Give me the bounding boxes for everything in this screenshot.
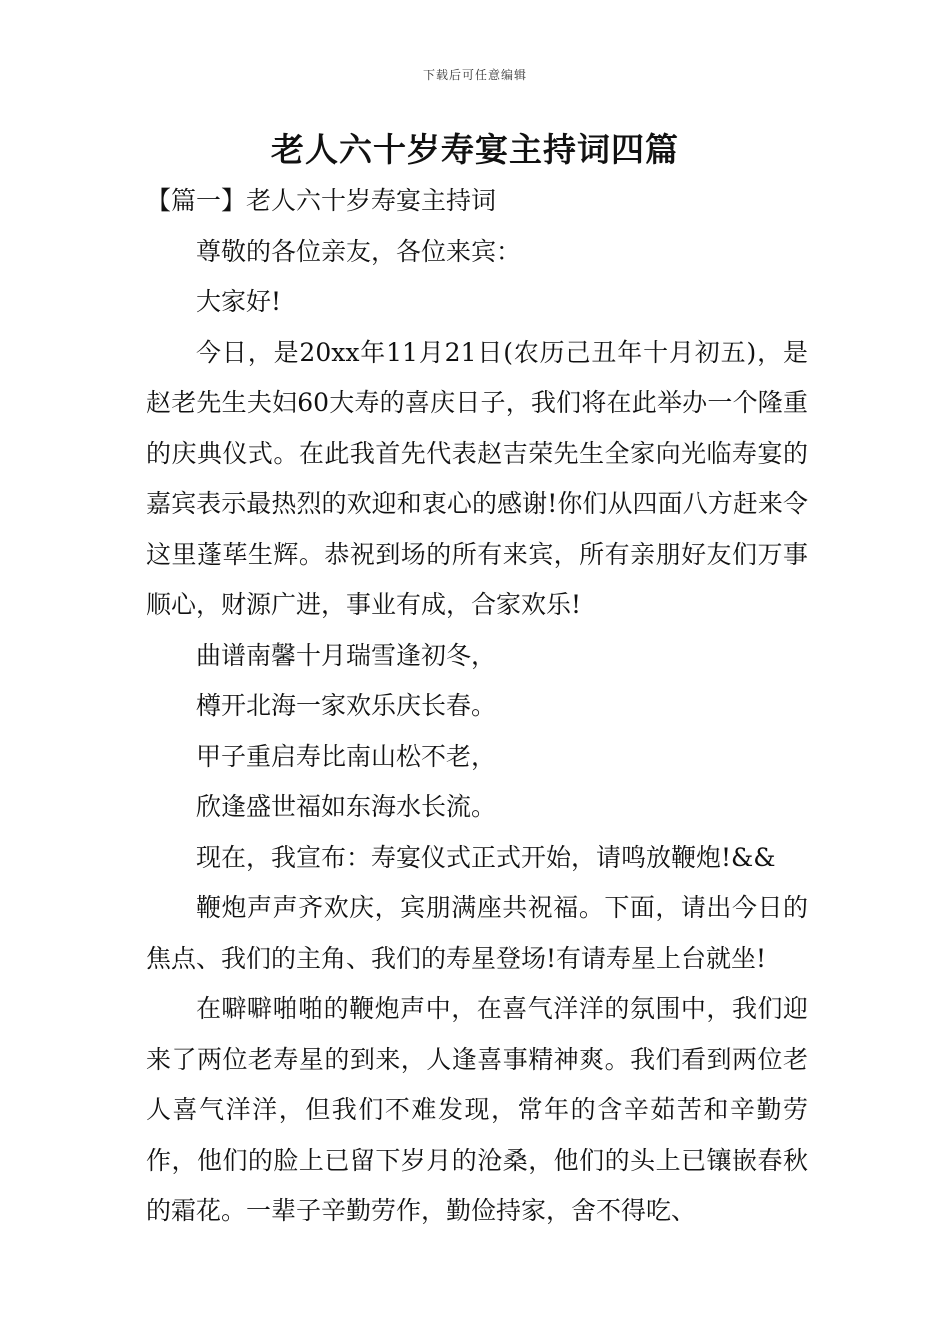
paragraph-tribute: 在噼噼啪啪的鞭炮声中，在喜气洋洋的氛围中，我们迎来了两位老寿星的到来，人逢喜事精神爽。我们看到两位老人喜气洋洋，但我们不难发现，常年的含辛茹苦和辛勤劳作，他们的脸上已留下岁月的沧桑，他们的头上已镶嵌春秋的霜花。一辈子辛勤劳作，勤俭持家，舍不得吃、 [146,994,808,1225]
document-body [146,176,808,1237]
header-note: 下载后可任意编辑 [422,68,527,82]
poem-line-4: 欣逢盛世福如东海水长流。 [196,792,497,821]
paragraph-invitation: 鞭炮声声齐欢庆，宾朋满座共祝福。下面，请出今日的焦点、我们的主角、我们的寿星登场!有请寿星上台就坐! [146,893,808,973]
poem-line-2: 樽开北海一家欢乐庆长春。 [196,691,497,720]
paragraph-opening: 今日，是20xx年11月21日(农历己丑年十月初五)，是赵老先生夫妇60大寿的喜庆日子，我们将在此举办一个隆重的庆典仪式。在此我首先代表赵吉荣先生全家向光临寿宴的嘉宾表示最热烈的欢迎和衷心的感谢!你们从四面八方赶来令这里蓬荜生辉。恭祝到场的所有来宾，所有亲朋好友们万事顺心，财源广进，事业有成，合家欢乐! [146,337,808,619]
paragraph-announcement: 现在，我宣布：寿宴仪式正式开始，请鸣放鞭炮!&& [196,842,776,872]
poem-line-1: 曲谱南馨十月瑞雪逢初冬， [196,640,497,670]
paragraph-greeting: 大家好! [196,287,282,316]
poem-line-3: 甲子重启寿比南山松不老， [196,741,497,771]
section-heading: 【篇一】老人六十岁寿宴主持词 [146,186,497,215]
document-title: 老人六十岁寿宴主持词四篇 [271,130,679,169]
paragraph-salutation: 尊敬的各位亲友，各位来宾： [196,236,522,266]
